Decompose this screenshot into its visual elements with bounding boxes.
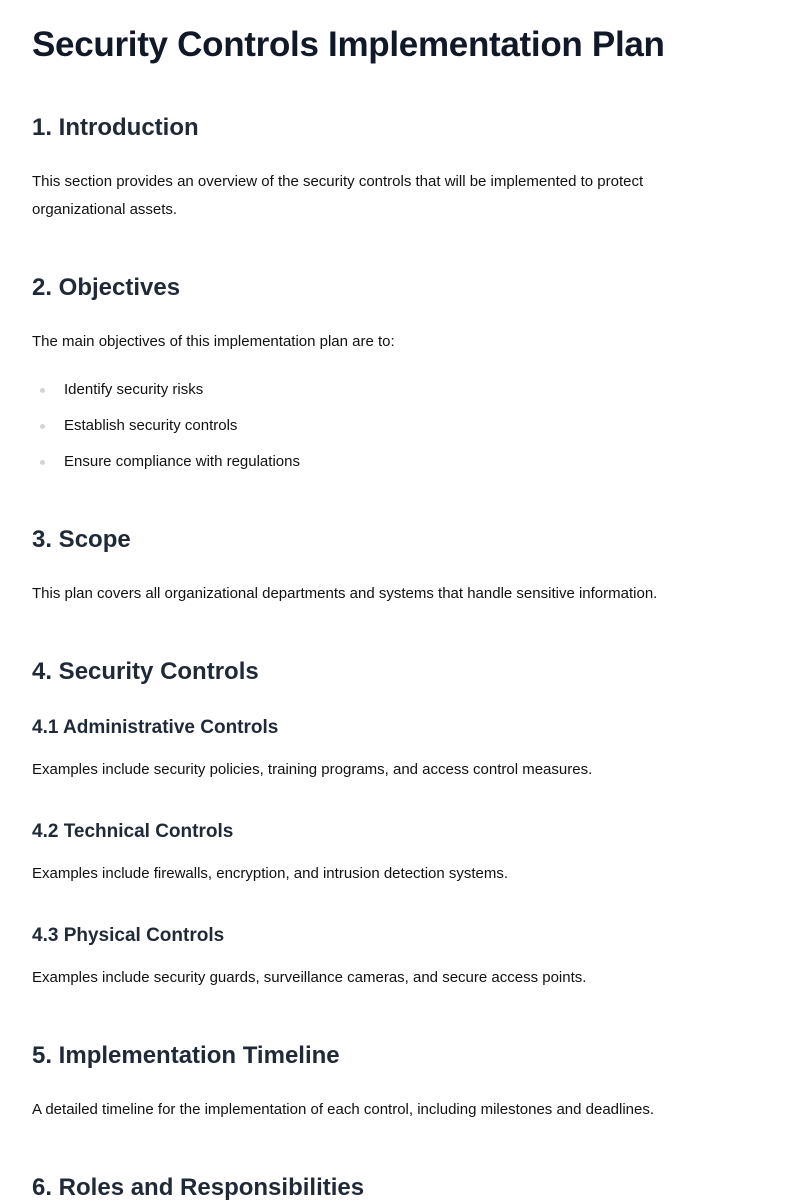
subsection-heading-administrative: 4.1 Administrative Controls — [32, 717, 279, 738]
bullet-icon — [40, 460, 45, 465]
objectives-list — [32, 372, 300, 480]
list-item — [32, 408, 300, 444]
technical-paragraph: Examples include firewalls, encryption, and intrusion detection systems. — [32, 865, 509, 882]
section-heading-objectives: 2. Objectives — [32, 274, 181, 301]
scope-paragraph: This plan covers all organizational departments and systems that handle sensitive information. — [32, 585, 658, 602]
bullet-icon — [40, 424, 45, 429]
objectives-intro-paragraph: The main objectives of this implementation plan are to: — [32, 333, 395, 350]
section-heading-roles: 6. Roles and Responsibilities — [32, 1174, 365, 1201]
bullet-icon — [40, 388, 45, 393]
subsection-heading-physical: 4.3 Physical Controls — [32, 925, 225, 946]
list-item-text: Establish security controls — [64, 417, 238, 434]
document-title: Security Controls Implementation Plan — [32, 25, 665, 64]
list-item — [32, 372, 300, 408]
section-heading-introduction: 1. Introduction — [32, 114, 199, 141]
administrative-paragraph: Examples include security policies, training programs, and access control measures. — [32, 761, 593, 778]
list-item-text: Ensure compliance with regulations — [64, 453, 300, 470]
section-heading-scope: 3. Scope — [32, 526, 131, 553]
subsection-heading-technical: 4.2 Technical Controls — [32, 821, 234, 842]
section-heading-security-controls: 4. Security Controls — [32, 658, 259, 685]
physical-paragraph: Examples include security guards, surveillance cameras, and secure access points. — [32, 969, 587, 986]
introduction-paragraph: This section provides an overview of the security controls that will be implemented to protect organizational assets. — [32, 173, 644, 218]
list-item — [32, 444, 300, 480]
list-item-text: Identify security risks — [64, 381, 204, 398]
timeline-paragraph: A detailed timeline for the implementation of each control, including milestones and deadlines. — [32, 1101, 655, 1118]
section-heading-timeline: 5. Implementation Timeline — [32, 1042, 340, 1069]
